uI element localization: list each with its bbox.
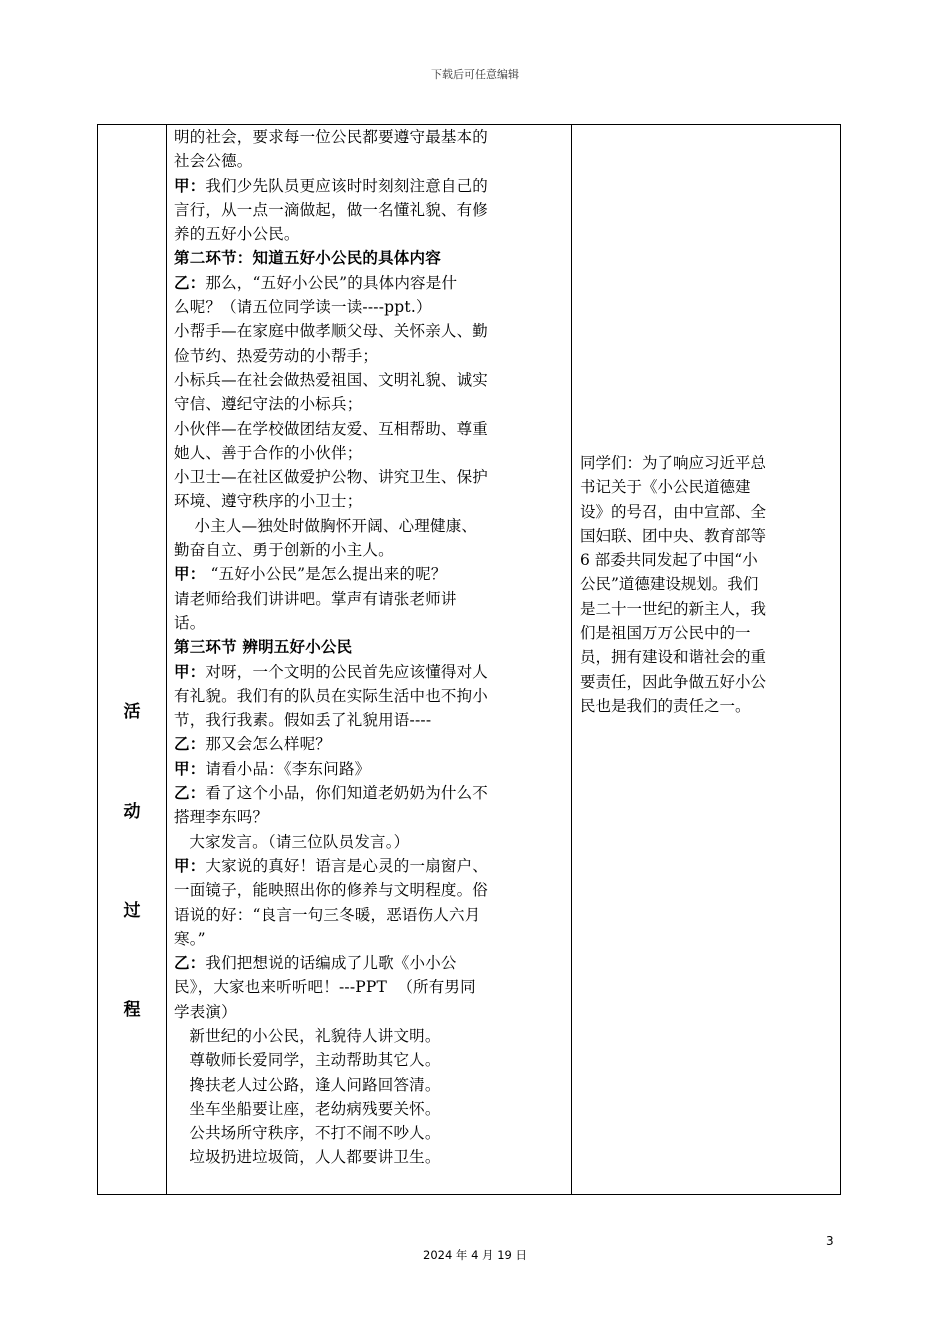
line-text: 明的社会，要求每一位公民都要遵守最基本的: [174, 128, 489, 146]
content-line: [174, 514, 566, 538]
line-text: 我们少先队员更应该时时刻刻注意自己的: [205, 176, 489, 195]
content-line: [174, 198, 566, 222]
content-line: [174, 489, 566, 513]
line-text: 么呢？（请五位同学读一读----ppt.）: [174, 298, 432, 317]
content-line: [174, 368, 566, 392]
content-line: [174, 1121, 566, 1145]
content-line: [174, 975, 566, 999]
line-text: 小帮手—在家庭中做孝顺父母、关怀亲人、勤: [174, 322, 489, 341]
design-intent-line: 6 部委共同发起了中国“小: [580, 551, 758, 570]
line-text: 搀扶老人过公路，逢人问路回答清。: [174, 1075, 441, 1094]
content-line: [174, 805, 566, 829]
line-text: 勤奋自立、勇于创新的小主人。: [174, 541, 394, 560]
speaker-label: 甲：: [174, 176, 206, 195]
content-line: [174, 465, 566, 489]
content-line: [174, 392, 566, 416]
section-label-char: 程: [123, 1000, 141, 1020]
design-intent-line: 国妇联、团中央、教育部等: [580, 526, 767, 545]
content-line: [174, 635, 566, 659]
speaker-label: 甲：: [174, 759, 206, 778]
speaker-label: 乙：: [174, 954, 206, 973]
speaker-label: 乙：: [174, 273, 206, 292]
line-text: 请看小品：《李东问路》: [205, 759, 371, 778]
line-text: 民》，大家也来听听吧！---PPT （所有男同: [174, 978, 476, 997]
section-label-column: [98, 125, 166, 1194]
section-label-char: 活: [123, 702, 141, 722]
line-text: 社会公德。: [174, 152, 253, 171]
line-text: 公共场所守秩序，不打不闹不吵人。: [174, 1124, 441, 1143]
content-line: [174, 125, 566, 149]
content-line: [174, 587, 566, 611]
line-text: 搭理李东吗？: [174, 808, 269, 827]
line-text: 学表演）: [174, 1002, 237, 1021]
content-line: [174, 854, 566, 878]
activity-table: [97, 124, 841, 1195]
content-line: [174, 708, 566, 732]
content-line: [174, 441, 566, 465]
speaker-label: 甲：: [174, 856, 206, 875]
speaker-label: 甲：: [174, 565, 206, 584]
speaker-label: 乙：: [174, 784, 206, 803]
content-line: [174, 660, 566, 684]
speaker-label: 乙：: [174, 735, 206, 754]
page-number: 3: [826, 1234, 834, 1248]
column-divider-right: [571, 125, 572, 1194]
content-line: [174, 344, 566, 368]
line-text: 小卫士—在社区做爱护公物、讲究卫生、保护: [174, 468, 489, 487]
line-text: 那么，“五好小公民”的具体内容是什: [205, 273, 458, 292]
line-text: 尊敬师长爱同学，主动帮助其它人。: [174, 1051, 441, 1070]
content-line: [174, 1000, 566, 1024]
line-text: 那又会怎么样呢？: [205, 735, 332, 754]
content-line: [174, 222, 566, 246]
content-line: [174, 781, 566, 805]
section-heading: 第三环节 辨明五好小公民: [174, 638, 353, 657]
line-text: 言行，从一点一滴做起，做一名懂礼貌、有修: [174, 200, 489, 219]
line-text: 坐车坐船要让座，老幼病残要关怀。: [174, 1099, 441, 1118]
line-text: 守信、遵纪守法的小标兵；: [174, 395, 363, 414]
design-intent-line: 公民”道德建设规划。我们: [580, 575, 759, 594]
line-text: 小主人—独处时做胸怀开阔、心理健康、: [174, 516, 478, 535]
activity-content: [174, 125, 566, 1194]
section-heading: 第二环节：知道五好小公民的具体内容: [174, 249, 441, 268]
section-label-char: 动: [123, 802, 141, 822]
design-intent-line: 员，拥有建设和谐社会的重: [580, 648, 767, 667]
line-text: 话。: [174, 613, 206, 632]
content-line: [174, 903, 566, 927]
line-text: 节，我行我素。假如丢了礼貌用语----: [174, 711, 432, 730]
line-text: 我们把想说的话编成了儿歌《小小公: [205, 954, 457, 973]
line-text: 寒。”: [174, 929, 206, 948]
design-intent-line: 同学们：为了响应习近平总: [580, 454, 767, 472]
content-line: [174, 951, 566, 975]
content-line: [174, 246, 566, 270]
content-line: [174, 149, 566, 173]
design-intent-line: 书记关于《小公民道德建: [580, 478, 751, 497]
page-header: 下载后可任意编辑: [431, 68, 519, 81]
line-text: 请老师给我们讲讲吧。掌声有请张老师讲: [174, 589, 457, 608]
design-intent-content: [580, 451, 834, 718]
content-line: [174, 562, 566, 586]
line-text: 语说的好：“良言一句三冬暖，恶语伤人六月: [174, 905, 481, 924]
design-intent-line: 是二十一世纪的新主人，我: [580, 599, 767, 618]
content-line: [174, 271, 566, 295]
column-divider-left: [166, 125, 167, 1194]
content-line: [174, 1145, 566, 1169]
content-line: [174, 830, 566, 854]
line-text: 小标兵—在社会做热爱祖国、文明礼貌、诚实: [174, 370, 489, 389]
content-line: [174, 538, 566, 562]
line-text: 看了这个小品，你们知道老奶奶为什么不: [205, 784, 489, 803]
line-text: 小伙伴—在学校做团结友爱、互相帮助、尊重: [174, 419, 489, 438]
content-line: [174, 1073, 566, 1097]
content-line: [174, 732, 566, 756]
line-text: 垃圾扔进垃圾筒，人人都要讲卫生。: [174, 1148, 441, 1167]
section-label-char: 过: [123, 901, 141, 921]
content-line: [174, 1097, 566, 1121]
design-intent-line: 设》的号召，由中宣部、全: [580, 502, 767, 521]
line-text: 环境、遵守秩序的小卫士；: [174, 492, 363, 511]
content-line: [174, 684, 566, 708]
line-text: 有礼貌。我们有的队员在实际生活中也不拘小: [174, 686, 489, 705]
content-line: [174, 927, 566, 951]
content-line: [174, 878, 566, 902]
content-line: [174, 319, 566, 343]
line-text: 大家说的真好！语言是心灵的一扇窗户、: [205, 856, 489, 875]
content-line: [174, 174, 566, 198]
line-text: 大家发言。（请三位队员发言。）: [174, 832, 410, 851]
line-text: “五好小公民”是怎么提出来的呢？: [205, 565, 447, 584]
speaker-label: 甲：: [174, 662, 206, 681]
line-text: 对呀，一个文明的公民首先应该懂得对人: [205, 662, 489, 681]
content-line: [174, 295, 566, 319]
line-text: 一面镜子，能映照出你的修养与文明程度。俗: [174, 881, 489, 900]
design-intent-line: 们是祖国万万公民中的一: [580, 624, 751, 643]
design-intent-line: 民也是我们的责任之一。: [580, 696, 751, 715]
content-line: [174, 1024, 566, 1048]
design-intent-line: 要责任，因此争做五好小公: [580, 672, 767, 691]
content-line: [174, 1048, 566, 1072]
footer-date: 2024 年 4 月 19 日: [423, 1248, 527, 1262]
line-text: 养的五好小公民。: [174, 225, 300, 244]
line-text: 俭节约、热爱劳动的小帮手；: [174, 346, 379, 365]
content-line: [174, 611, 566, 635]
line-text: 新世纪的小公民，礼貌待人讲文明。: [174, 1026, 441, 1045]
line-text: 她人、善于合作的小伙伴；: [174, 443, 363, 462]
content-line: [174, 417, 566, 441]
content-line: [174, 757, 566, 781]
